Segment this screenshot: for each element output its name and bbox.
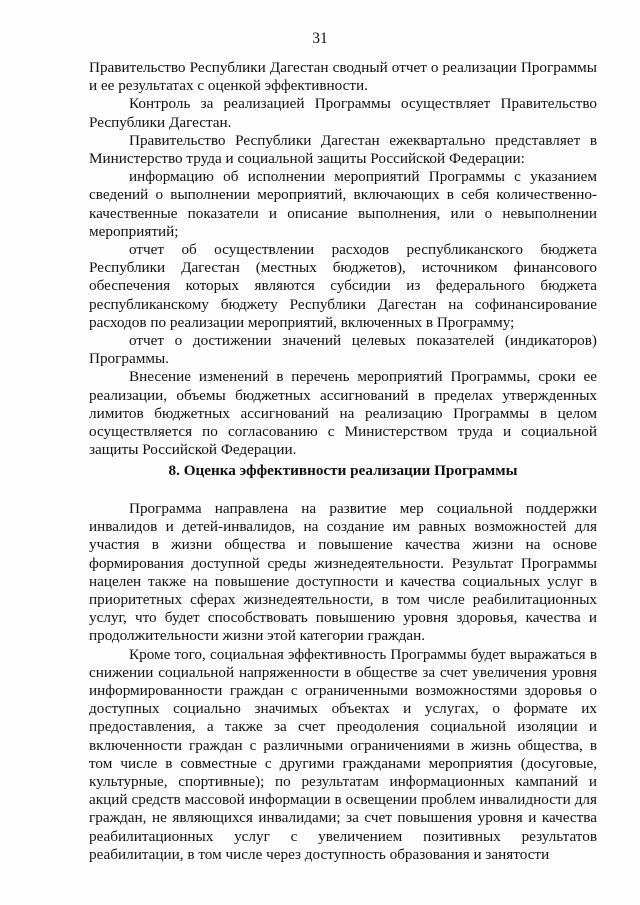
body-text-bottom [89, 500, 597, 864]
paragraph: Правительство Республики Дагестан ежеквартально представляет в Министерство труда и социальной защиты Российской Федерации: [89, 131, 597, 168]
paragraph: информацию об исполнении мероприятий Программы с указанием сведений о выполнении мероприятий, включающих в себя количественно-качественные показатели и описание выполнения, или о невыполнении мероприятий; [89, 168, 597, 240]
paragraph: Контроль за реализацией Программы осуществляет Правительство Республики Дагестан. [89, 95, 597, 131]
paragraph: Правительство Республики Дагестан сводный отчет о реализации Программы и ее результатах с оценкой эффективности. [89, 59, 597, 95]
paragraph: отчет о достижении значений целевых показателей (индикаторов) Программы. [89, 332, 597, 368]
page-number: 31 [312, 30, 328, 47]
body-text-top [89, 59, 597, 459]
paragraph: отчет об осуществлении расходов республиканского бюджета Республики Дагестан (местных бюджетов), источником финансового обеспечения которых являются субсидии из федерального бюджета республиканскому бюджету Республики Дагестан на софинансирование расходов по реализации мероприятий, включенных в Программу; [89, 241, 597, 331]
paragraph: Кроме того, социальная эффективность Программы будет выражаться в снижении социальной напряженности в обществе за счет увеличения уровня информированности граждан с ограниченными возможностями здоровья о доступных социально значимых объектах и услугах, о формате их предоставления, а также за счет преодоления социальной изоляции и включенности граждан с различными ограничениями в жизнь общества, в том числе в совместные с другими гражданами мероприятия (досуговые, культурные, спортивные); по результатам информационных кампаний и акций средств массовой информации в освещении проблем инвалидности для граждан, не являющихся инвалидами; за счет повышения уровня и качества реабилитационных услуг с увеличением позитивных результатов реабилитации, в том числе через доступность образования и занятости [89, 645, 597, 863]
paragraph: Программа направлена на развитие мер социальной поддержки инвалидов и детей-инвалидов, на создание им равных возможностей для участия в жизни общества и повышение качества жизни на основе формирования доступной среды жизнедеятельности. Результат Программы нацелен также на повышение доступности и качества социальных услуг в приоритетных сферах жизнедеятельности, в том числе реабилитационных услуг, что будет способствовать повышению уровня здоровья, качества и продолжительности жизни этой категории граждан. [89, 500, 597, 645]
section-heading: 8. Оценка эффективности реализации Программы [168, 462, 518, 479]
paragraph: Внесение изменений в перечень мероприятий Программы, сроки ее реализации, объемы бюджетных ассигнований в пределах утвержденных лимитов бюджетных ассигнований на реализацию Программы в целом осуществляется по согласованию с Министерством труда и социальной защиты Российской Федерации. [89, 368, 597, 459]
